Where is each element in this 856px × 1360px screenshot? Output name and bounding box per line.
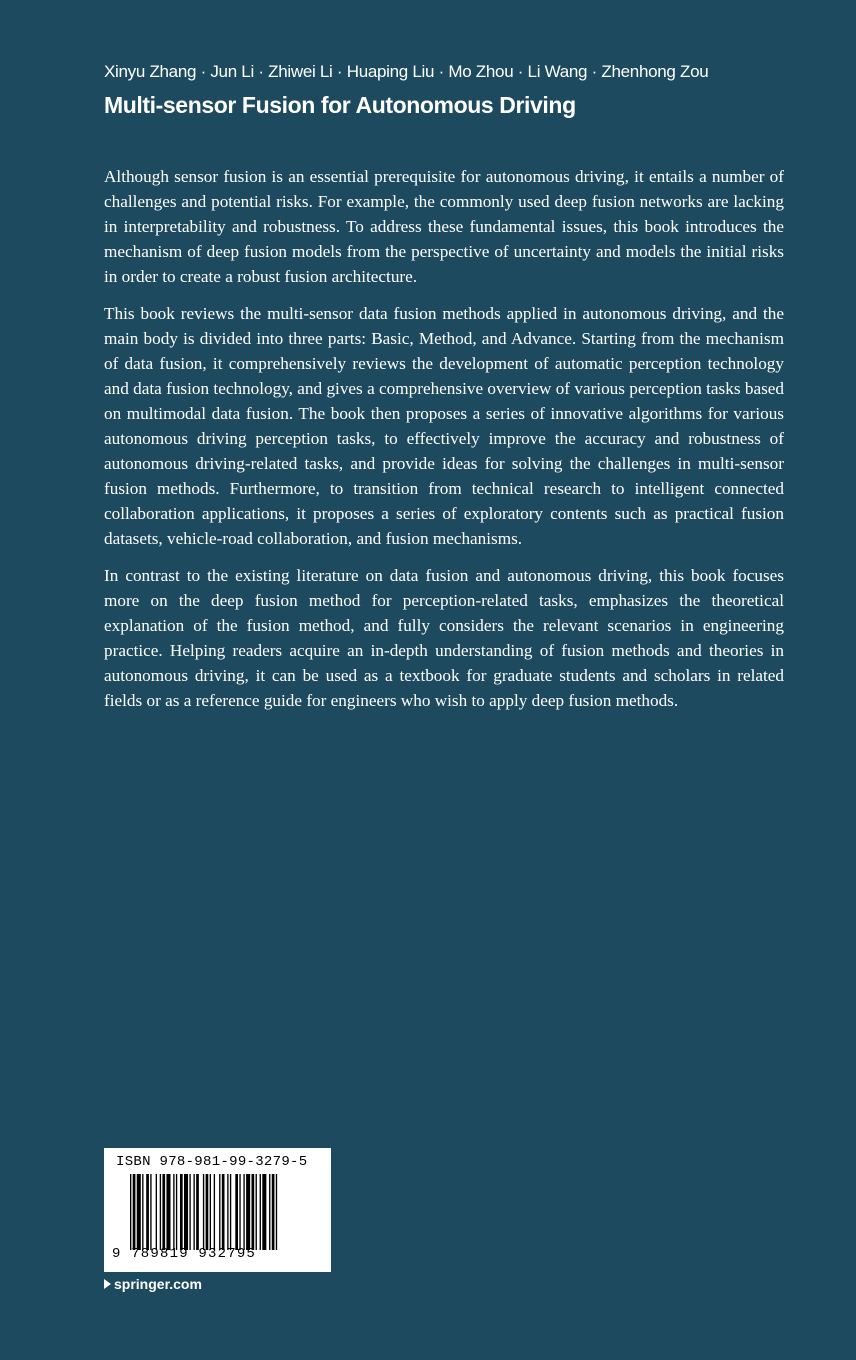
description-paragraph-3: In contrast to the existing literature on data fusion and autonomous driving, this book focuses more on the deep fusion method for perception-related tasks, emphasizes the theoretical explanation of the fusion method, and fully considers the relevant scenarios in engineering practice. Helping readers acquire an in-depth understanding of fusion methods and theories in autonomous driving, it can be used as a textbook for graduate students and scholars in related fields or as a reference guide for engineers who wish to apply deep fusion methods. [104,566,784,710]
isbn-label: ISBN 978-981-99-3279-5 [116,1154,308,1170]
description-paragraph-1: Although sensor fusion is an essential prerequisite for autonomous driving, it entails a number of challenges and potential risks. For example, the commonly used deep fusion networks are lacking in interpretability and robustness. To address these fundamental issues, this book introduces the mechanism of deep fusion models from the perspective of uncertainty and models the initial risks in order to create a robust fusion architecture. [104,167,784,286]
isbn-barcode-box [104,1148,331,1272]
publisher-link-label: springer.com [114,1276,202,1292]
book-title: Multi-sensor Fusion for Autonomous Driving [104,92,576,118]
author-list: Xinyu Zhang · Jun Li · Zhiwei Li · Huaping Liu · Mo Zhou · Li Wang · Zhenhong Zou [104,62,709,81]
description-paragraph-2: This book reviews the multi-sensor data fusion methods applied in autonomous driving, and the main body is divided into three parts: Basic, Method, and Advance. Starting from the mechanism of data fusion, it comprehensively reviews the development of automatic perception technology and data fusion technology, and gives a comprehensive overview of various perception tasks based on multimodal data fusion. The book then proposes a series of innovative algorithms for various autonomous driving perception tasks, to effectively improve the accuracy and robustness of autonomous driving-related tasks, and provide ideas for solving the challenges in multi-sensor fusion methods. Furthermore, to transition from technical research to intelligent connected collaboration applications, it proposes a series of exploratory contents such as practical fusion datasets, vehicle-road collaboration, and fusion mechanisms. [104,304,784,548]
publisher-website-link[interactable] [104,1276,202,1292]
barcode-digits: 9 789819 932795 [112,1246,257,1262]
barcode-icon [130,1174,320,1250]
book-description [104,164,784,725]
triangle-right-icon [104,1279,111,1289]
